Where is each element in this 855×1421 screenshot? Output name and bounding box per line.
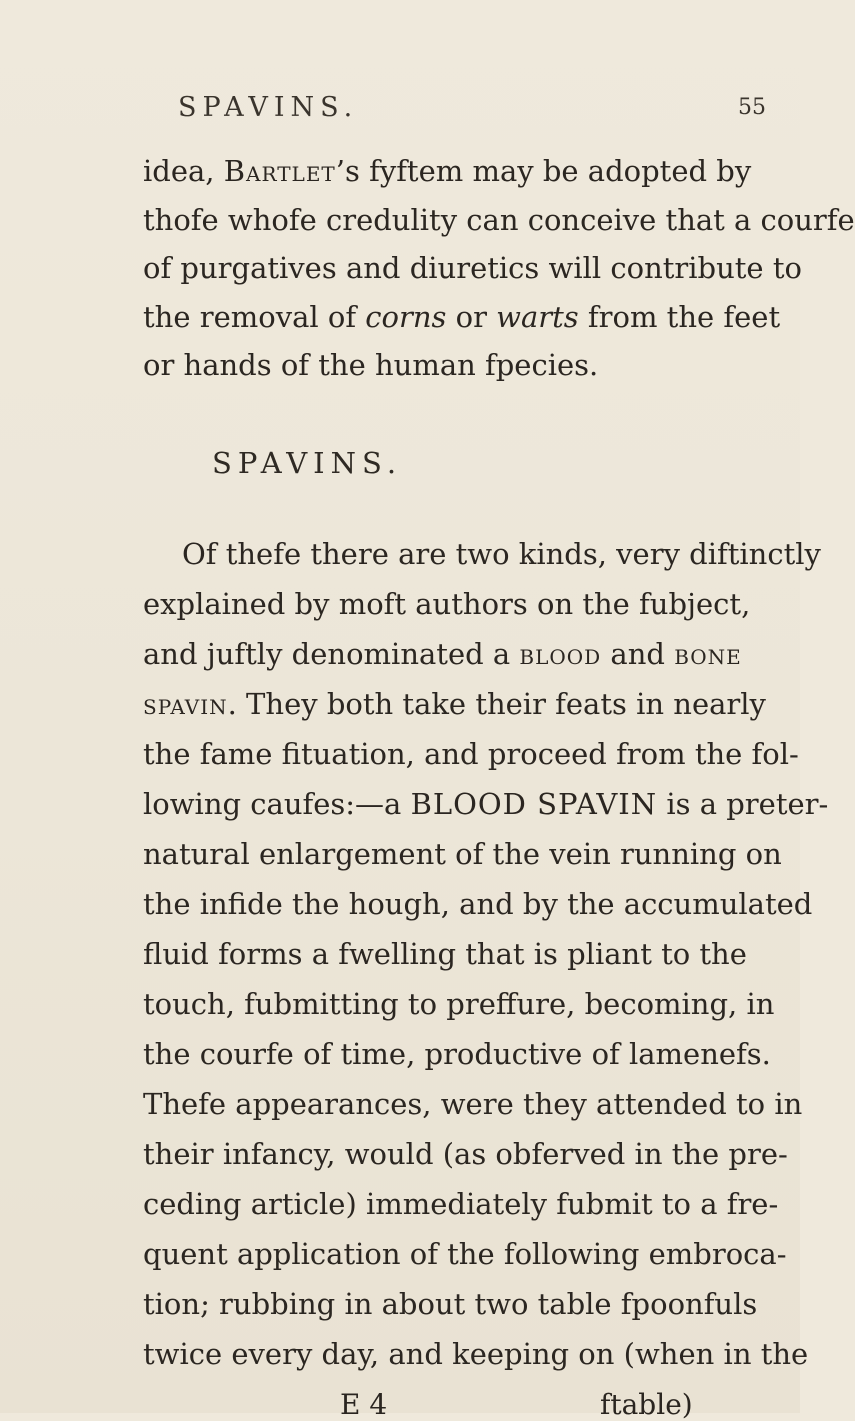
text-line: or hands of the human fpecies. — [143, 348, 599, 382]
section-heading: SPAVINS. — [212, 446, 403, 480]
term-small-caps: bone — [674, 637, 742, 671]
text-run: is a preter- — [657, 787, 829, 821]
text-run: the removal of — [143, 300, 366, 334]
text-line — [143, 687, 766, 721]
catchword: ftable) — [600, 1388, 693, 1421]
text-run: ’s fyftem may be adopted by — [335, 154, 752, 188]
signature-mark: E 4 — [340, 1388, 388, 1421]
text-line: the fame fituation, and proceed from the fol- — [143, 737, 799, 771]
italic-term: warts — [496, 300, 579, 334]
term-small-caps: BLOOD SPAVIN — [410, 787, 658, 821]
text-line: quent application of the following embroca- — [143, 1237, 787, 1271]
text-line: of purgatives and diuretics will contribute to — [143, 251, 802, 285]
running-head: SPAVINS. — [178, 92, 359, 123]
term-small-caps: blood — [519, 637, 602, 671]
text-line: twice every day, and keeping on (when in the — [143, 1337, 809, 1371]
text-line — [143, 154, 752, 188]
text-run: lowing caufes:—a — [143, 787, 411, 821]
text-run: idea, — [143, 154, 224, 188]
text-run: and juftly denominated a — [143, 637, 520, 671]
text-line: explained by moft authors on the fubject, — [143, 587, 751, 621]
text-line: thofe whofe credulity can conceive that a courfe — [143, 203, 855, 237]
page-number: 55 — [738, 95, 766, 120]
italic-term: corns — [365, 300, 447, 334]
text-run: from the feet — [578, 300, 781, 334]
text-line: natural enlargement of the vein running on — [143, 837, 782, 871]
text-run: or — [446, 300, 497, 334]
text-line: ceding article) immediately fubmit to a fre- — [143, 1187, 779, 1221]
term-small-caps: spavin — [143, 687, 228, 721]
text-line: Thefe appearances, were they attended to in — [143, 1087, 803, 1121]
text-line: the courfe of time, productive of lamenefs. — [143, 1037, 771, 1071]
text-run: and — [601, 637, 675, 671]
text-line: their infancy, would (as obferved in the pre- — [143, 1137, 788, 1171]
author-name: Bartlet — [223, 154, 336, 188]
text-line — [143, 300, 781, 334]
text-line — [143, 637, 742, 671]
text-run: . They both take their feats in nearly — [227, 687, 766, 721]
text-line: tion; rubbing in about two table fpoonfuls — [143, 1287, 758, 1321]
text-line: Of thefe there are two kinds, very diftinctly — [182, 537, 821, 571]
text-line — [143, 787, 829, 821]
text-line: the infide the hough, and by the accumulated — [143, 887, 813, 921]
text-line: touch, fubmitting to preffure, becoming, in — [143, 987, 775, 1021]
text-line: fluid forms a fwelling that is pliant to the — [143, 937, 747, 971]
